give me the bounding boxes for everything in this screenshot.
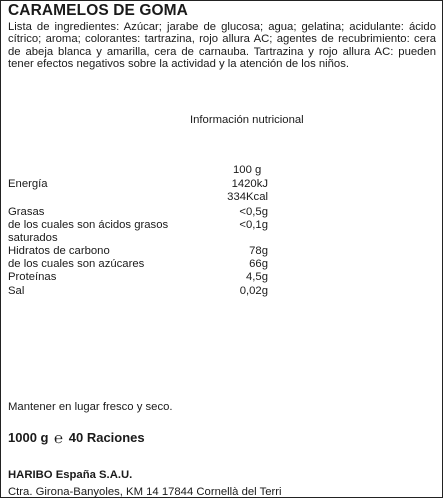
nutrition-row [8,258,268,270]
nutrition-row [8,206,268,218]
nutrient-label: saturados [8,232,58,244]
energy-kcal-value: 334Kcal [227,191,268,203]
ingredients-list: Lista de ingredientes: Azúcar; jarabe de glucosa; agua; gelatina; acidulante: ácido cítrico; aroma; colorantes: tartrazina, rojo allura AC; agentes de recubrimiento: cera de abeja blanca y amarilla, cera de carnauba. Tartrazina y rojo allura AC: pueden tener efectos negativos sobre la actividad y la atención de los niños. [8,21,436,70]
company-address: Ctra. Girona-Banyoles, KM 14 17844 Cornellà del Terri [8,486,282,498]
nutrition-row-energy [8,178,268,190]
nutrition-row [8,271,268,283]
nutrient-label: Proteínas [8,271,57,283]
nutrient-value: 78g [249,245,268,257]
nutrient-value: <0,5g [239,206,268,218]
nutrition-title: Información nutricional [190,114,304,126]
storage-instructions: Mantener en lugar fresco y seco. [8,401,173,413]
nutrient-label: de los cuales son ácidos grasos [8,219,169,231]
estimated-sign-icon: ℮ [54,430,64,447]
nutrient-value: <0,1g [239,219,268,231]
portions-count: 40 Raciones [68,430,145,445]
nutrient-label: Grasas [8,206,45,218]
nutrient-label: Sal [8,285,25,297]
energy-kj-value: 1420kJ [231,178,268,190]
nutrient-value: 4,5g [246,271,268,283]
nutrient-label: de los cuales son azúcares [8,258,145,270]
energy-label: Energía [8,178,48,190]
nutrient-value: 66g [249,258,268,270]
net-weight: 1000 g [8,430,49,445]
nutrition-row [8,219,268,231]
net-quantity [8,429,145,446]
nutrient-value: 0,02g [239,285,268,297]
product-title: CARAMELOS DE GOMA [8,2,188,19]
nutrition-row [8,232,268,244]
nutrition-row [8,245,268,257]
nutrient-label: Hidratos de carbono [8,245,110,257]
nutrition-row [8,285,268,297]
nutrition-per-header: 100 g [233,164,262,176]
company-name: HARIBO España S.A.U. [8,469,133,481]
nutrition-row-energy-kcal [8,191,268,203]
